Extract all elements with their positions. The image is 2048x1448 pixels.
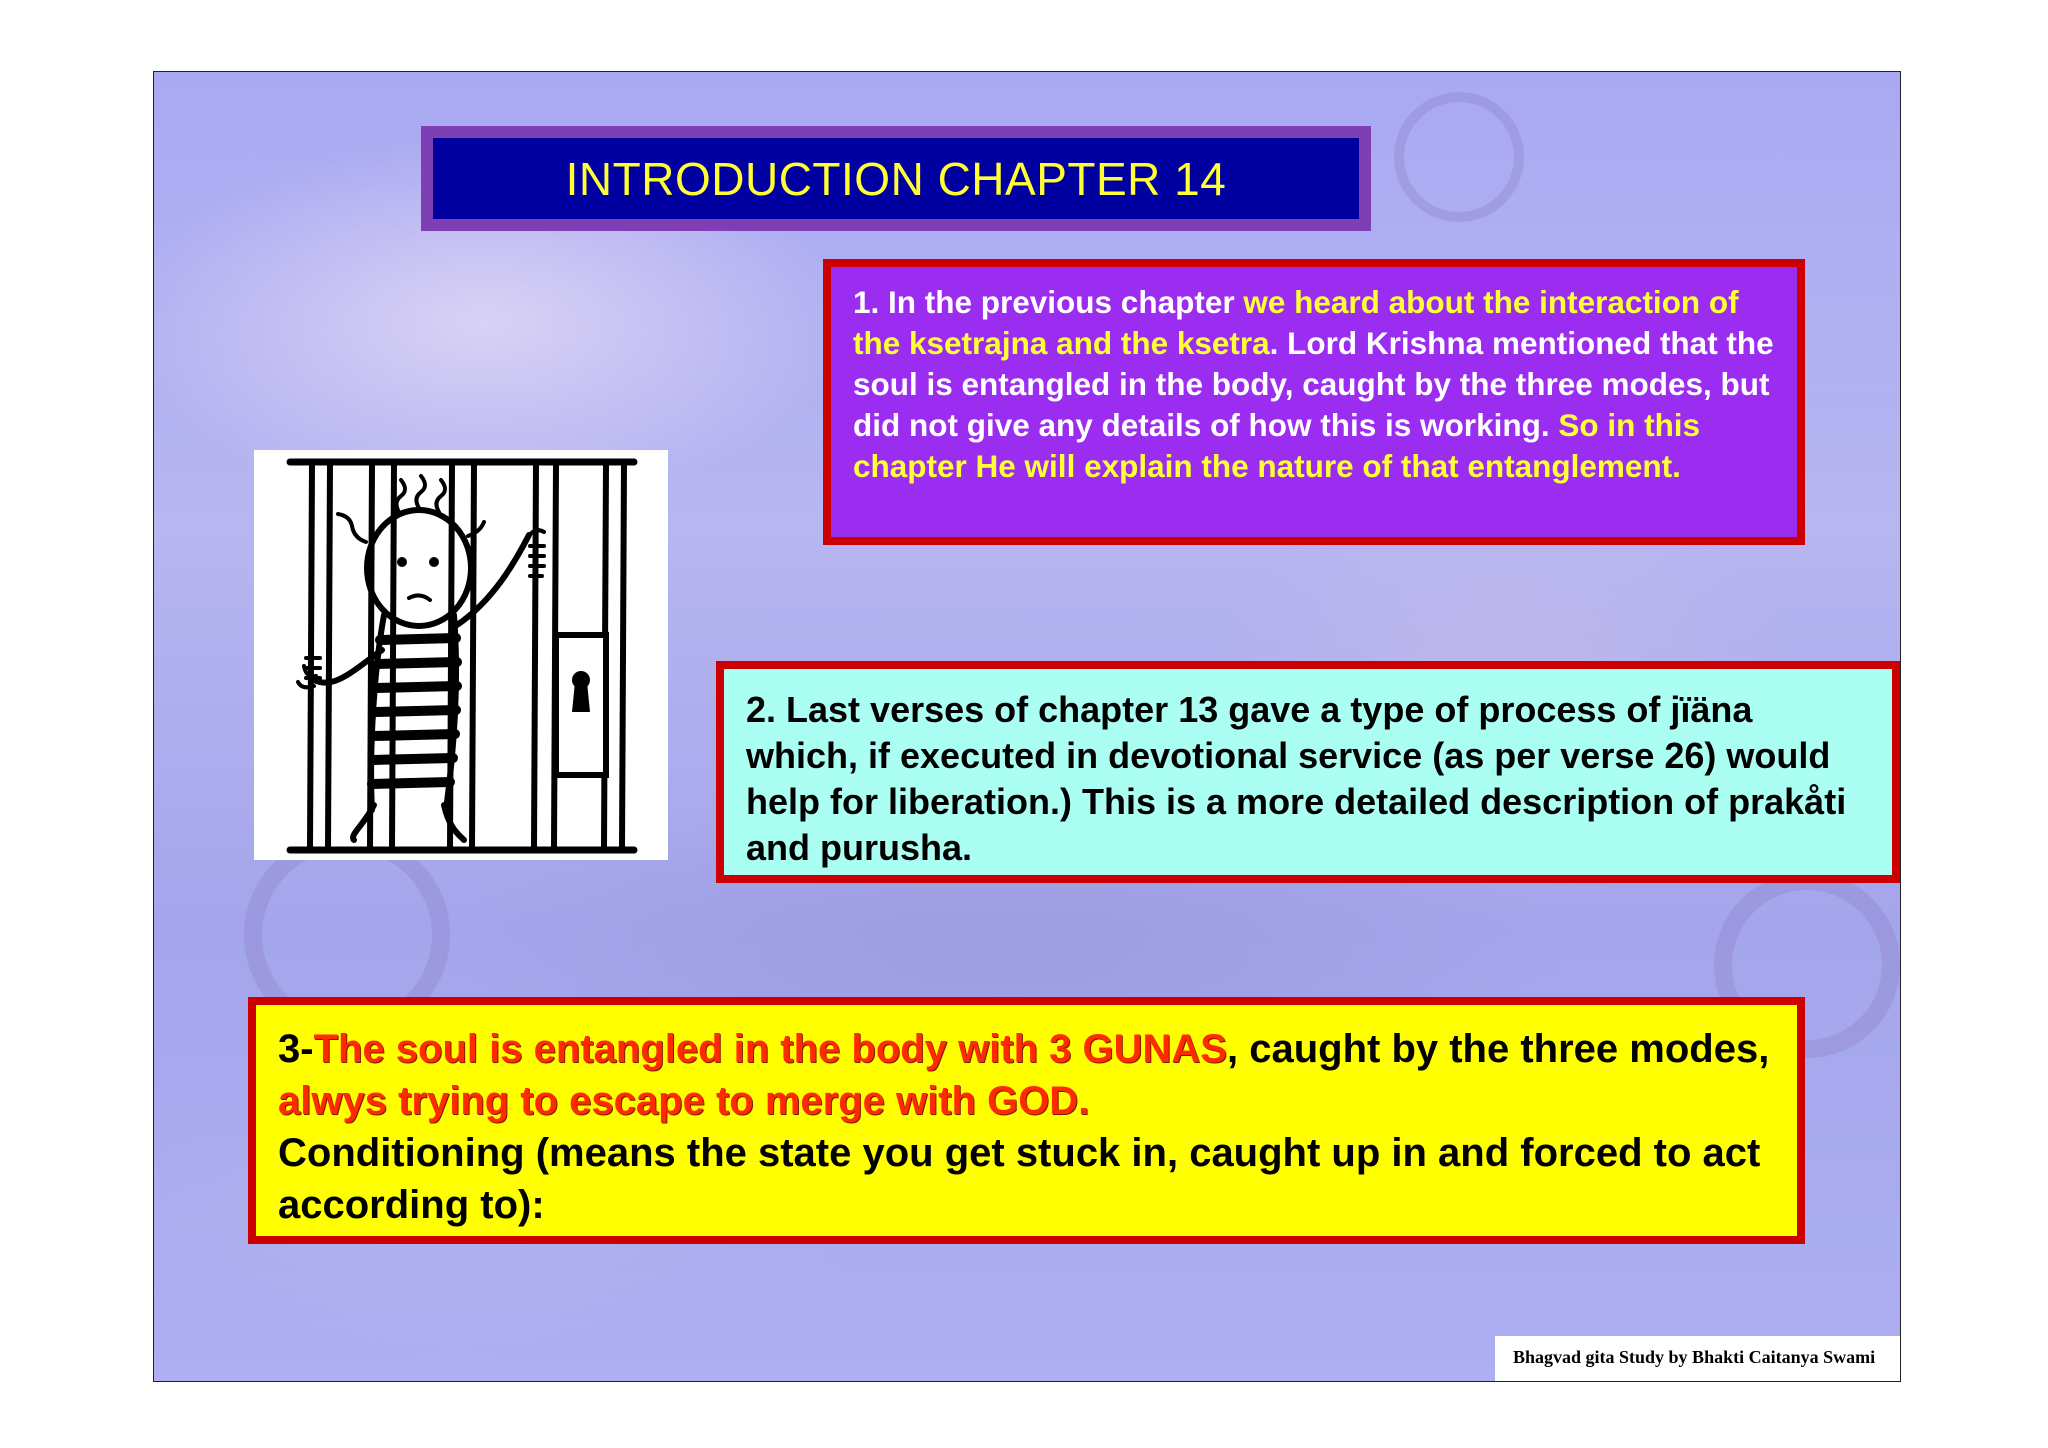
title-frame <box>421 126 1371 231</box>
point-3-box <box>248 997 1805 1244</box>
jail-illustration <box>254 450 668 860</box>
point-3-conditioning: Conditioning (means the state you get stuck in, caught up in and forced to act according to): <box>278 1131 1761 1227</box>
point-1-highlight: we heard about the interaction of the ksetrajna and the ksetra <box>853 284 1739 361</box>
point-1-highlight: So in this chapter He will explain the nature of that entanglement. <box>853 407 1701 484</box>
point-3-text: , caught by the three modes, <box>1226 1027 1770 1071</box>
point-2-box <box>716 661 1900 883</box>
stick-figure-in-jail-icon <box>254 450 668 860</box>
point-1-box <box>823 259 1805 545</box>
point-3-text: 3- <box>278 1027 314 1071</box>
slide <box>153 71 1901 1382</box>
title-banner <box>433 138 1359 219</box>
point-3-highlight: alwys trying to escape to merge with GOD. <box>278 1079 1090 1123</box>
point-1-text: . Lord Krishna mentioned that the soul is entangled in the body, caught by the three modes, but did not give any details of how this is working. <box>853 325 1774 443</box>
background-wheel-decoration <box>1394 92 1524 222</box>
point-1-text: 1. In the previous chapter <box>853 284 1244 320</box>
point-2-text: 2. Last verses of chapter 13 gave a type of process of jïäna which, if executed in devotional service (as per verse 26) would help for liberation.) This is a more detailed description of prakåti and purusha. <box>746 689 1847 868</box>
slide-title: INTRODUCTION CHAPTER 14 <box>565 152 1227 205</box>
credit-label: Bhagvad gita Study by Bhakti Caitanya Swami <box>1495 1336 1900 1381</box>
point-3-highlight: The soul is entangled in the body with 3 GUNAS <box>313 1027 1227 1071</box>
